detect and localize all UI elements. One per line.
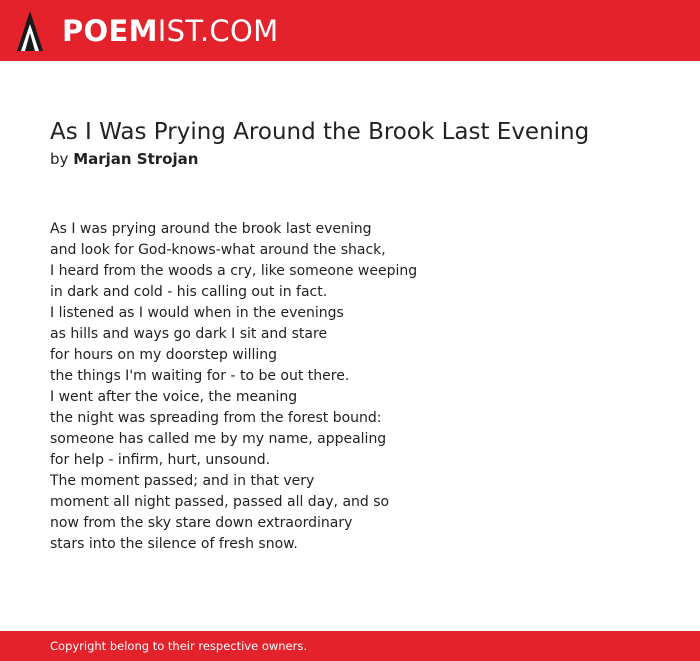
poem-line: The moment passed; and in that very — [50, 473, 315, 489]
poem-author: Marjan Strojan — [73, 150, 199, 168]
poem-line: and look for God-knows-what around the shack, — [50, 242, 386, 258]
poem-line: I listened as I would when in the evenings — [50, 305, 344, 321]
poem-line: someone has called me by my name, appealing — [50, 431, 387, 447]
footer-copyright: Copyright belong to their respective owners. — [50, 639, 308, 653]
poem-title: As I Was Prying Around the Brook Last Evening — [50, 119, 590, 145]
pencil-logo-icon — [16, 10, 44, 52]
site-logo-text — [62, 10, 278, 52]
poem-line: the things I'm waiting for - to be out there. — [50, 368, 350, 384]
poem-line: now from the sky stare down extraordinary — [50, 515, 353, 531]
logo-text-rest: IST.COM — [157, 14, 279, 48]
poem-line: for hours on my doorstep willing — [50, 347, 278, 363]
poem-line: moment all night passed, passed all day, and so — [50, 494, 390, 510]
poem-line: the night was spreading from the forest bound: — [50, 410, 382, 426]
poem-line: stars into the silence of fresh snow. — [50, 536, 298, 552]
logo-text-bold: POEM — [62, 14, 158, 48]
site-header — [0, 0, 700, 61]
byline-prefix: by — [50, 150, 69, 168]
site-footer — [0, 631, 700, 661]
poem-body — [50, 219, 417, 555]
poem-line: as hills and ways go dark I sit and stare — [50, 326, 328, 342]
poem-line: As I was prying around the brook last evening — [50, 221, 372, 237]
poem-byline — [50, 148, 198, 170]
poem-line: I heard from the woods a cry, like someone weeping — [50, 263, 418, 279]
site-logo-link[interactable] — [16, 10, 278, 52]
poem-line: in dark and cold - his calling out in fact. — [50, 284, 328, 300]
poem-line: for help - infirm, hurt, unsound. — [50, 452, 271, 468]
poem-line: I went after the voice, the meaning — [50, 389, 298, 405]
